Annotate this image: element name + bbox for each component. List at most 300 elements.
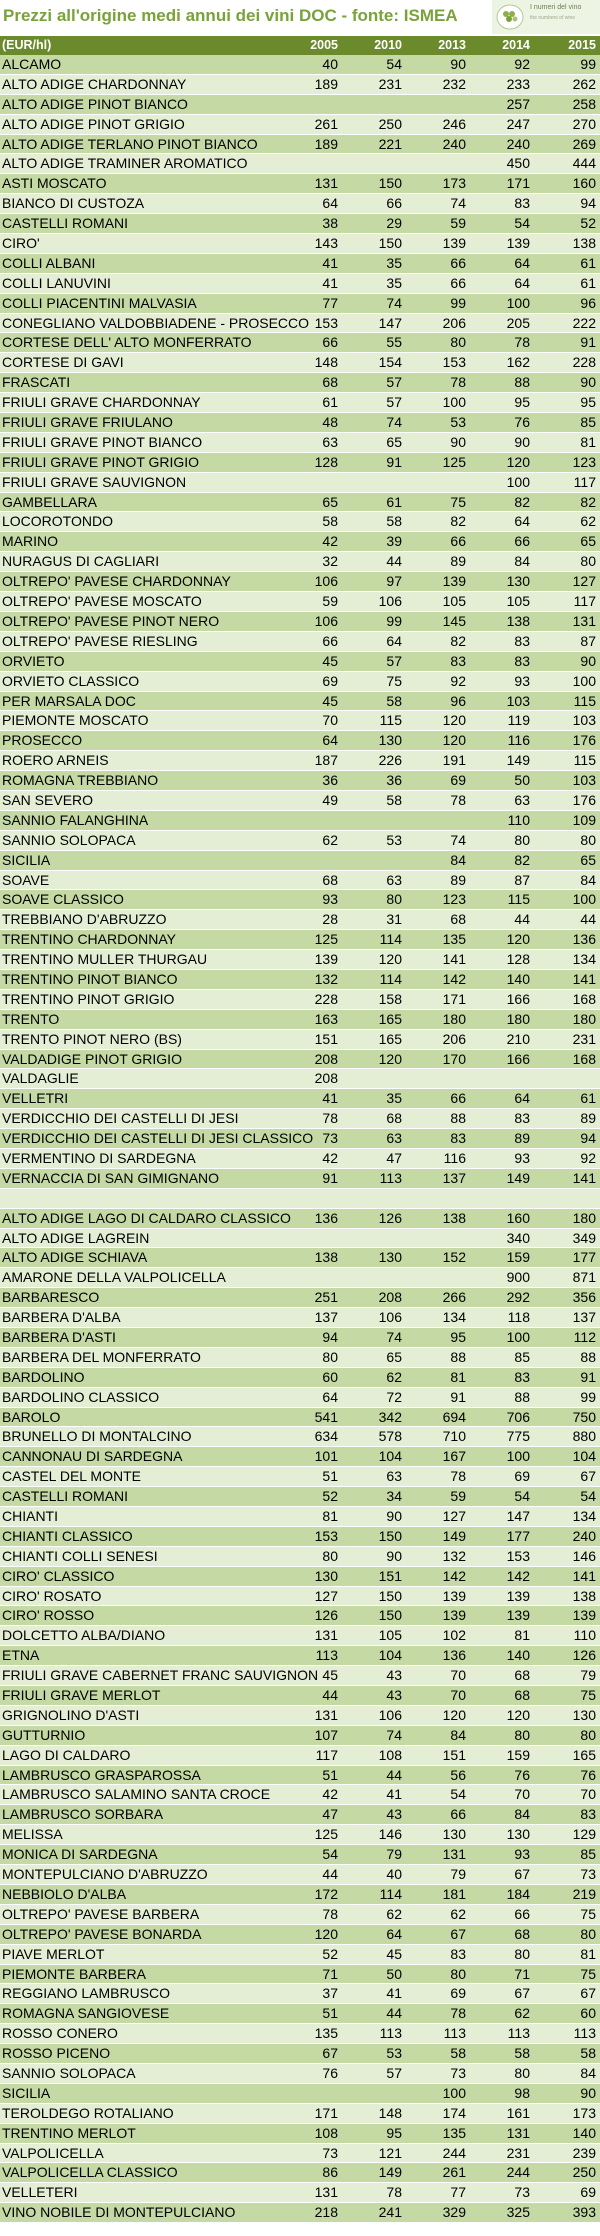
- price-cell: 340: [506, 1229, 530, 1246]
- table-row: [0, 1865, 600, 1885]
- table-row: [0, 2163, 600, 2183]
- price-cell: 80: [514, 1726, 530, 1743]
- table-row: [0, 433, 600, 453]
- price-cell: 84: [450, 851, 466, 868]
- price-cell: 41: [322, 254, 338, 271]
- wine-name: FRIULI GRAVE PINOT BIANCO: [2, 433, 203, 450]
- price-cell: 54: [450, 1786, 466, 1803]
- price-cell: 63: [514, 791, 530, 808]
- price-cell: 250: [572, 2164, 596, 2181]
- price-cell: 131: [314, 1706, 338, 1723]
- price-cell: 51: [322, 1766, 338, 1783]
- price-cell: [406, 473, 470, 492]
- price-cell: 115: [379, 712, 402, 729]
- price-cell: 246: [442, 115, 466, 132]
- table-row: [0, 791, 600, 811]
- table-row: [0, 353, 600, 373]
- price-cell: 103: [506, 692, 530, 709]
- price-cell: 85: [580, 1846, 596, 1863]
- price-cell: 75: [580, 1905, 596, 1922]
- wine-name: OLTREPO' PAVESE MOSCATO: [2, 593, 202, 610]
- table-row: [0, 413, 600, 433]
- price-cell: 147: [378, 314, 402, 331]
- price-cell: 73: [322, 2144, 338, 2161]
- price-cell: 261: [442, 2164, 466, 2181]
- price-cell: 206: [442, 314, 466, 331]
- price-cell: 150: [378, 175, 402, 192]
- wine-name: GAMBELLARA: [2, 493, 97, 510]
- price-cell: 115: [507, 891, 530, 908]
- wine-name: TEROLDEGO ROTALIANO: [2, 2104, 174, 2121]
- table-header: [0, 36, 600, 55]
- price-cell: 176: [572, 732, 596, 749]
- wine-name: LAMBRUSCO GRASPAROSSA: [2, 1766, 201, 1783]
- table-row: [0, 1229, 600, 1249]
- price-cell: 37: [322, 1985, 338, 2002]
- price-cell: 119: [507, 712, 530, 729]
- price-cell: 68: [514, 1667, 530, 1684]
- wine-name: FRASCATI: [2, 374, 71, 391]
- price-cell: 52: [322, 1945, 338, 1962]
- price-cell: 88: [450, 1348, 466, 1365]
- wine-name: TRENTINO PINOT BIANCO: [2, 970, 178, 987]
- table-row: [0, 2144, 600, 2164]
- price-cell: 80: [580, 1925, 596, 1942]
- price-cell: 93: [514, 1149, 530, 1166]
- price-cell: 136: [442, 1647, 466, 1664]
- price-cell: 139: [572, 1607, 596, 1624]
- price-cell: 80: [580, 1726, 596, 1743]
- table-row: [0, 1666, 600, 1686]
- price-cell: 87: [580, 632, 596, 649]
- price-cell: 73: [580, 1866, 596, 1883]
- price-cell: 150: [378, 1527, 402, 1544]
- price-cell: 57: [386, 374, 402, 391]
- price-cell: 64: [322, 195, 338, 212]
- price-cell: 68: [450, 911, 466, 928]
- price-cell: 67: [514, 1985, 530, 2002]
- price-cell: 88: [514, 1388, 530, 1405]
- table-row: [0, 1089, 600, 1109]
- price-cell: 218: [314, 2204, 338, 2221]
- price-cell: 57: [386, 2064, 402, 2081]
- wine-name: CIRO' ROSATO: [2, 1587, 102, 1604]
- price-cell: 66: [386, 195, 402, 212]
- table-row: [0, 294, 600, 314]
- price-cell: 92: [450, 672, 466, 689]
- price-cell: 147: [506, 1508, 530, 1525]
- price-cell: 96: [450, 692, 466, 709]
- price-cell: 51: [322, 1468, 338, 1485]
- price-cell: 105: [506, 593, 530, 610]
- price-cell: 148: [378, 2104, 402, 2121]
- wine-name: ROSSO CONERO: [2, 2025, 118, 2042]
- wine-name: VALDADIGE PINOT GRIGIO: [2, 1050, 182, 1067]
- table-row: [0, 1030, 600, 1050]
- price-cell: 78: [450, 2005, 466, 2022]
- table-row: [0, 950, 600, 970]
- wine-name: LAGO DI CALDARO: [2, 1746, 131, 1763]
- wine-name: CHIANTI CLASSICO: [2, 1527, 133, 1544]
- table-row: [0, 473, 600, 493]
- price-cell: 150: [378, 1587, 402, 1604]
- wine-name: VALPOLICELLA CLASSICO: [2, 2164, 178, 2181]
- price-cell: 81: [580, 433, 596, 450]
- price-cell: 167: [442, 1448, 466, 1465]
- price-cell: 101: [314, 1448, 338, 1465]
- price-cell: 75: [580, 1965, 596, 1982]
- wine-name: BARBARESCO: [2, 1289, 100, 1306]
- wine-name: ROERO ARNEIS: [2, 752, 109, 769]
- price-cell: 100: [572, 672, 596, 689]
- price-cell: 126: [314, 1607, 338, 1624]
- price-cell: 128: [506, 951, 530, 968]
- price-cell: 76: [580, 1766, 596, 1783]
- price-cell: 153: [442, 354, 466, 371]
- price-cell: 62: [450, 1905, 466, 1922]
- wine-name: CHIANTI COLLI SENESI: [2, 1547, 158, 1564]
- table-row: [0, 572, 600, 592]
- price-cell: 91: [580, 334, 596, 351]
- price-cell: 137: [572, 1309, 596, 1326]
- wine-name: COLLI LANUVINI: [2, 274, 111, 291]
- wine-name: LAMBRUSCO SORBARA: [2, 1806, 164, 1823]
- wine-name: TREBBIANO D'ABRUZZO: [2, 911, 167, 928]
- price-cell: 68: [514, 1925, 530, 1942]
- price-cell: 42: [322, 1786, 338, 1803]
- price-cell: 45: [386, 1945, 402, 1962]
- price-cell: 258: [572, 95, 596, 112]
- price-cell: 31: [386, 911, 402, 928]
- table-row: [0, 1010, 600, 1030]
- price-cell: 240: [506, 135, 530, 152]
- price-cell: 181: [442, 1885, 466, 1902]
- price-cell: 113: [379, 1169, 402, 1186]
- price-cell: 208: [378, 1289, 402, 1306]
- price-cell: [342, 1229, 406, 1248]
- table-row: [0, 512, 600, 532]
- price-cell: 244: [506, 2164, 530, 2181]
- price-cell: 159: [506, 1249, 530, 1266]
- table-row: [0, 1149, 600, 1169]
- price-cell: 134: [572, 1508, 596, 1525]
- price-cell: 81: [322, 1508, 338, 1525]
- price-cell: 72: [386, 1388, 402, 1405]
- price-cell: 138: [572, 1587, 596, 1604]
- table-row: [0, 751, 600, 771]
- price-cell: 240: [442, 135, 466, 152]
- price-cell: 54: [322, 1846, 338, 1863]
- price-cell: 139: [314, 951, 338, 968]
- table-row: [0, 1587, 600, 1607]
- price-cell: 120: [442, 712, 466, 729]
- price-cell: 56: [450, 1766, 466, 1783]
- price-cell: 171: [506, 175, 530, 192]
- table-row: [0, 1785, 600, 1805]
- price-cell: 61: [580, 1090, 596, 1107]
- price-cell: 342: [378, 1408, 402, 1425]
- table-row: [0, 1408, 600, 1428]
- price-cell: 168: [572, 990, 596, 1007]
- price-cell: 165: [378, 1030, 402, 1047]
- price-cell: 120: [442, 1706, 466, 1723]
- table-row: [0, 1109, 600, 1129]
- price-cell: 232: [442, 75, 466, 92]
- wine-name: VERDICCHIO DEI CASTELLI DI JESI: [2, 1110, 239, 1127]
- price-cell: 59: [450, 215, 466, 232]
- table-row: [0, 1348, 600, 1368]
- price-cell: 105: [442, 593, 466, 610]
- price-cell: [342, 851, 406, 870]
- price-cell: 75: [386, 672, 402, 689]
- price-cell: 91: [322, 1169, 338, 1186]
- price-cell: 98: [514, 2084, 530, 2101]
- year-header: 2010: [374, 38, 402, 52]
- table-row: [0, 890, 600, 910]
- price-cell: 228: [572, 354, 596, 371]
- price-cell: 177: [506, 1527, 530, 1544]
- price-cell: 93: [514, 672, 530, 689]
- price-cell: 239: [572, 2144, 596, 2161]
- price-cell: 74: [386, 414, 402, 431]
- price-cell: 92: [514, 56, 530, 72]
- table-row: [0, 1686, 600, 1706]
- price-cell: 62: [322, 831, 338, 848]
- price-cell: 116: [507, 732, 530, 749]
- price-cell: 139: [442, 1587, 466, 1604]
- table-row: [0, 373, 600, 393]
- price-cell: 148: [314, 354, 338, 371]
- wine-name: PIEMONTE MOSCATO: [2, 712, 149, 729]
- price-cell: 130: [572, 1706, 596, 1723]
- price-cell: 41: [322, 274, 338, 291]
- price-cell: 103: [572, 772, 596, 789]
- price-cell: 83: [514, 1368, 530, 1385]
- price-cell: 69: [450, 772, 466, 789]
- price-cell: 74: [386, 1329, 402, 1345]
- price-cell: 57: [386, 394, 402, 411]
- wine-name: SAN SEVERO: [2, 791, 94, 808]
- wine-name: BARDOLINO: [2, 1368, 85, 1385]
- wine-name: CORTESE DI GAVI: [2, 354, 124, 371]
- price-cell: 66: [322, 334, 338, 351]
- wine-name: ALTO ADIGE PINOT BIANCO: [2, 95, 188, 112]
- table-row: [0, 1825, 600, 1845]
- price-cell: 52: [322, 1488, 338, 1505]
- wine-name: FRIULI GRAVE CABERNET FRANC SAUVIGNON: [2, 1667, 319, 1684]
- wine-name: SANNIO SOLOPACA: [2, 2064, 136, 2081]
- price-cell: 140: [506, 970, 530, 987]
- price-cell: 251: [314, 1289, 338, 1306]
- wine-name: OLTREPO' PAVESE RIESLING: [2, 632, 198, 649]
- price-cell: 44: [386, 553, 402, 570]
- table-row: [0, 1766, 600, 1786]
- wine-name: ETNA: [2, 1647, 40, 1664]
- table-row: [0, 1726, 600, 1746]
- price-cell: [342, 2084, 406, 2103]
- wine-name: CIRO' CLASSICO: [2, 1567, 115, 1584]
- price-cell: 153: [506, 1547, 530, 1564]
- price-cell: 131: [314, 175, 338, 192]
- price-cell: 706: [506, 1408, 530, 1425]
- price-cell: 66: [514, 1905, 530, 1922]
- price-cell: 90: [450, 433, 466, 450]
- price-cell: [342, 473, 406, 492]
- price-cell: 82: [514, 851, 530, 868]
- price-cell: 29: [386, 215, 402, 232]
- price-cell: 132: [314, 970, 338, 987]
- unit-label: (EUR/hl): [2, 38, 52, 52]
- wine-name: OLTREPO' PAVESE PINOT NERO: [2, 612, 220, 629]
- wine-name: ROMAGNA SANGIOVESE: [2, 2005, 170, 2022]
- price-cell: 127: [442, 1508, 466, 1525]
- table-row: [0, 2203, 600, 2223]
- price-cell: 44: [386, 1766, 402, 1783]
- price-cell: 158: [378, 990, 402, 1007]
- table-row: [0, 990, 600, 1010]
- table-row: [0, 75, 600, 95]
- price-cell: 117: [573, 473, 596, 490]
- price-cell: 130: [506, 1826, 530, 1843]
- price-cell: 64: [322, 732, 338, 749]
- price-cell: 76: [514, 1766, 530, 1783]
- price-cell: 48: [322, 414, 338, 431]
- wine-name: ALCAMO: [2, 56, 62, 72]
- price-cell: 105: [378, 1627, 402, 1644]
- price-cell: 66: [450, 274, 466, 291]
- price-cell: 92: [580, 1149, 596, 1166]
- price-cell: 80: [514, 831, 530, 848]
- price-cell: 128: [314, 453, 338, 470]
- price-cell: [278, 1268, 342, 1287]
- price-cell: 99: [386, 612, 402, 629]
- price-cell: 154: [378, 354, 402, 371]
- table-row: [0, 1268, 600, 1288]
- price-cell: 130: [506, 573, 530, 590]
- price-cell: 127: [314, 1587, 338, 1604]
- table-row: [0, 731, 600, 751]
- price-cell: 139: [442, 573, 466, 590]
- wine-name: ORVIETO CLASSICO: [2, 672, 140, 689]
- price-cell: 64: [514, 274, 530, 291]
- table-row: [0, 2183, 600, 2203]
- wine-name: SANNIO SOLOPACA: [2, 831, 136, 848]
- price-cell: 80: [514, 1945, 530, 1962]
- table-row: [0, 2124, 600, 2144]
- price-cell: 85: [580, 414, 596, 431]
- price-table: [0, 55, 600, 2223]
- table-row: [0, 2024, 600, 2044]
- wine-name: NURAGUS DI CAGLIARI: [2, 553, 160, 570]
- price-cell: 54: [514, 1488, 530, 1505]
- price-cell: 117: [573, 593, 596, 610]
- wine-name: PER MARSALA DOC: [2, 692, 136, 709]
- price-cell: 80: [322, 1348, 338, 1365]
- price-cell: 45: [322, 652, 338, 669]
- price-cell: 240: [572, 1527, 596, 1544]
- price-cell: 68: [514, 1687, 530, 1704]
- price-cell: 138: [442, 1209, 466, 1226]
- price-cell: 61: [386, 493, 402, 510]
- table-row: [0, 771, 600, 791]
- wine-name: OLTREPO' PAVESE BARBERA: [2, 1905, 200, 1922]
- price-cell: 131: [572, 612, 596, 629]
- price-cell: 67: [322, 2045, 338, 2062]
- price-cell: 58: [450, 2045, 466, 2062]
- price-cell: 142: [442, 970, 466, 987]
- wine-name: CONEGLIANO VALDOBBIADENE - PROSECCO: [2, 314, 310, 331]
- table-row: [0, 1427, 600, 1447]
- price-cell: 137: [314, 1309, 338, 1326]
- wine-name: ALTO ADIGE TRAMINER AROMATICO: [2, 155, 248, 172]
- price-cell: 114: [379, 970, 402, 987]
- wine-name: BRUNELLO DI MONTALCINO: [2, 1428, 192, 1445]
- price-cell: 125: [442, 453, 466, 470]
- price-cell: 79: [580, 1667, 596, 1684]
- price-cell: 32: [322, 553, 338, 570]
- price-cell: 83: [450, 652, 466, 669]
- price-cell: 65: [386, 1348, 402, 1365]
- price-cell: 121: [378, 2144, 402, 2161]
- price-cell: 80: [322, 1547, 338, 1564]
- wine-name: CHIANTI: [2, 1508, 58, 1525]
- price-cell: 62: [386, 1368, 402, 1385]
- price-cell: 139: [442, 235, 466, 252]
- price-cell: 45: [322, 692, 338, 709]
- price-cell: 68: [386, 1110, 402, 1127]
- price-cell: 450: [506, 155, 530, 172]
- price-cell: 189: [314, 75, 338, 92]
- price-cell: 73: [450, 2064, 466, 2081]
- table-row: [0, 254, 600, 274]
- price-cell: 39: [386, 533, 402, 550]
- table-row: [0, 1368, 600, 1388]
- table-row: [0, 453, 600, 473]
- table-row: [0, 1507, 600, 1527]
- price-cell: 123: [572, 453, 596, 470]
- price-cell: 90: [386, 1508, 402, 1525]
- price-cell: 99: [580, 56, 596, 72]
- wine-name: GRIGNOLINO D'ASTI: [2, 1706, 140, 1723]
- table-row: [0, 1069, 600, 1089]
- price-cell: 62: [580, 513, 596, 530]
- price-cell: 149: [442, 1527, 466, 1544]
- price-cell: 120: [442, 732, 466, 749]
- price-cell: 134: [572, 951, 596, 968]
- price-cell: 47: [386, 1149, 402, 1166]
- table-row: [0, 1388, 600, 1408]
- price-cell: 84: [514, 1806, 530, 1823]
- price-cell: 135: [314, 2025, 338, 2042]
- price-cell: 70: [322, 712, 338, 729]
- table-row: [0, 1308, 600, 1328]
- price-cell: 77: [450, 2184, 466, 2201]
- price-cell: 141: [572, 970, 596, 987]
- price-cell: 44: [322, 1866, 338, 1883]
- table-row: [0, 970, 600, 990]
- price-cell: 139: [506, 235, 530, 252]
- price-cell: 152: [442, 1249, 466, 1266]
- price-cell: 41: [386, 1786, 402, 1803]
- price-cell: 250: [378, 115, 402, 132]
- price-cell: 113: [573, 2025, 596, 2042]
- table-row: [0, 1447, 600, 1467]
- price-cell: 166: [506, 990, 530, 1007]
- wine-name: VINO NOBILE DI MONTEPULCIANO: [2, 2204, 236, 2221]
- price-cell: 137: [442, 1169, 466, 1186]
- wine-name: BARBERA D'ASTI: [2, 1329, 116, 1345]
- price-cell: 59: [450, 1488, 466, 1505]
